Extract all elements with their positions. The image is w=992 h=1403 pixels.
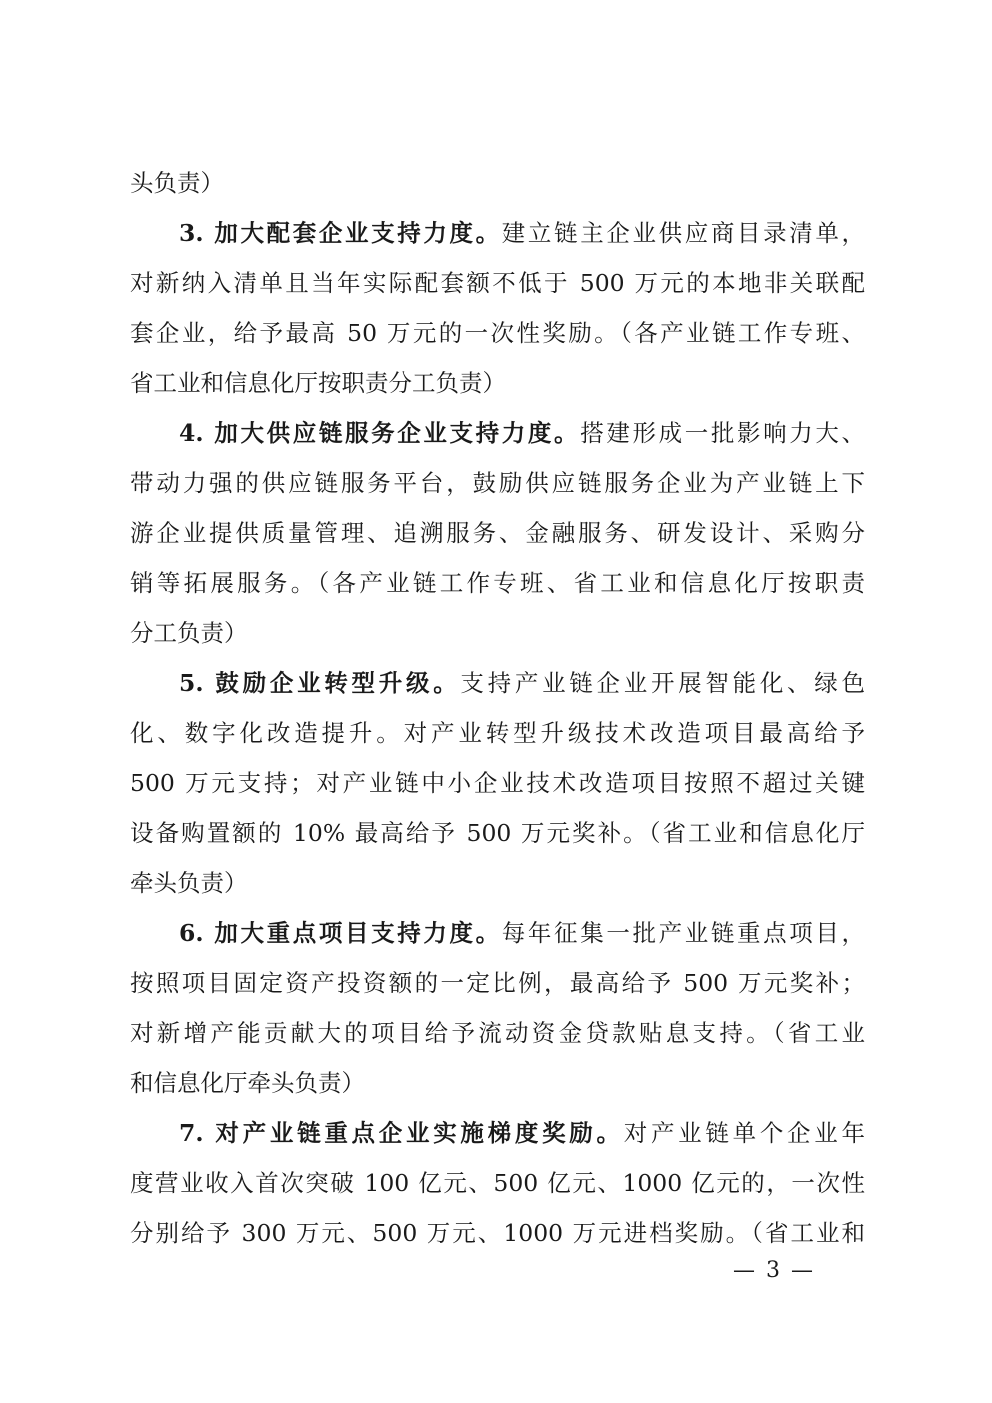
paragraph-line: 和信息化厅牵头负责）: [130, 1069, 365, 1097]
item-7-text: 对产业链单个企业年: [623, 1119, 865, 1147]
paragraph-line: 分别给予 300 万元、500 万元、1000 万元进档奖励。（省工业和: [130, 1219, 865, 1247]
paragraph-line: 500 万元支持；对产业链中小企业技术改造项目按照不超过关键: [130, 769, 865, 797]
item-6-first-line: [130, 908, 865, 958]
item-3-heading: 3. 加大配套企业支持力度。: [179, 219, 502, 247]
paragraph-line: 按照项目固定资产投资额的一定比例，最高给予 500 万元奖补；: [130, 969, 865, 997]
item-6-heading: 6. 加大重点项目支持力度。: [179, 919, 502, 947]
carryover-line: 头负责）: [130, 169, 224, 197]
paragraph-line: 设备购置额的 10% 最高给予 500 万元奖补。（省工业和信息化厅: [130, 819, 865, 847]
item-6-text: 每年征集一批产业链重点项目，: [501, 919, 866, 947]
paragraph-line: 省工业和信息化厅按职责分工负责）: [130, 369, 506, 397]
item-4-heading: 4. 加大供应链服务企业支持力度。: [179, 419, 581, 447]
item-3-text: 建立链主企业供应商目录清单，: [501, 219, 866, 247]
item-4-first-line: [130, 408, 865, 458]
item-5-text: 支持产业链企业开展智能化、绿色: [460, 669, 866, 697]
paragraph-line: 度营业收入首次突破 100 亿元、500 亿元、1000 亿元的，一次性: [130, 1169, 865, 1197]
paragraph-line: 分工负责）: [130, 619, 248, 647]
paragraph-line: 游企业提供质量管理、追溯服务、金融服务、研发设计、采购分: [130, 519, 865, 547]
item-4-text: 搭建形成一批影响力大、: [580, 419, 865, 447]
paragraph-line: 销等拓展服务。（各产业链工作专班、省工业和信息化厅按职责: [130, 569, 865, 597]
paragraph-line: 对新纳入清单且当年实际配套额不低于 500 万元的本地非关联配: [130, 269, 865, 297]
paragraph-line: 对新增产能贡献大的项目给予流动资金贷款贴息支持。（省工业: [130, 1019, 865, 1047]
paragraph-line: 套企业，给予最高 50 万元的一次性奖励。（各产业链工作专班、: [130, 319, 865, 347]
paragraph-line: 牵头负责）: [130, 869, 248, 897]
item-7-first-line: [130, 1108, 865, 1158]
paragraph-line: 化、数字化改造提升。对产业转型升级技术改造项目最高给予: [130, 719, 865, 747]
paragraph-line: 带动力强的供应链服务平台，鼓励供应链服务企业为产业链上下: [130, 469, 865, 497]
document-body: [130, 158, 865, 1258]
item-5-first-line: [130, 658, 865, 708]
item-7-heading: 7. 对产业链重点企业实施梯度奖励。: [179, 1119, 624, 1147]
item-3-first-line: [130, 208, 865, 258]
page-number: — 3 —: [733, 1258, 815, 1283]
item-5-heading: 5. 鼓励企业转型升级。: [179, 669, 461, 697]
